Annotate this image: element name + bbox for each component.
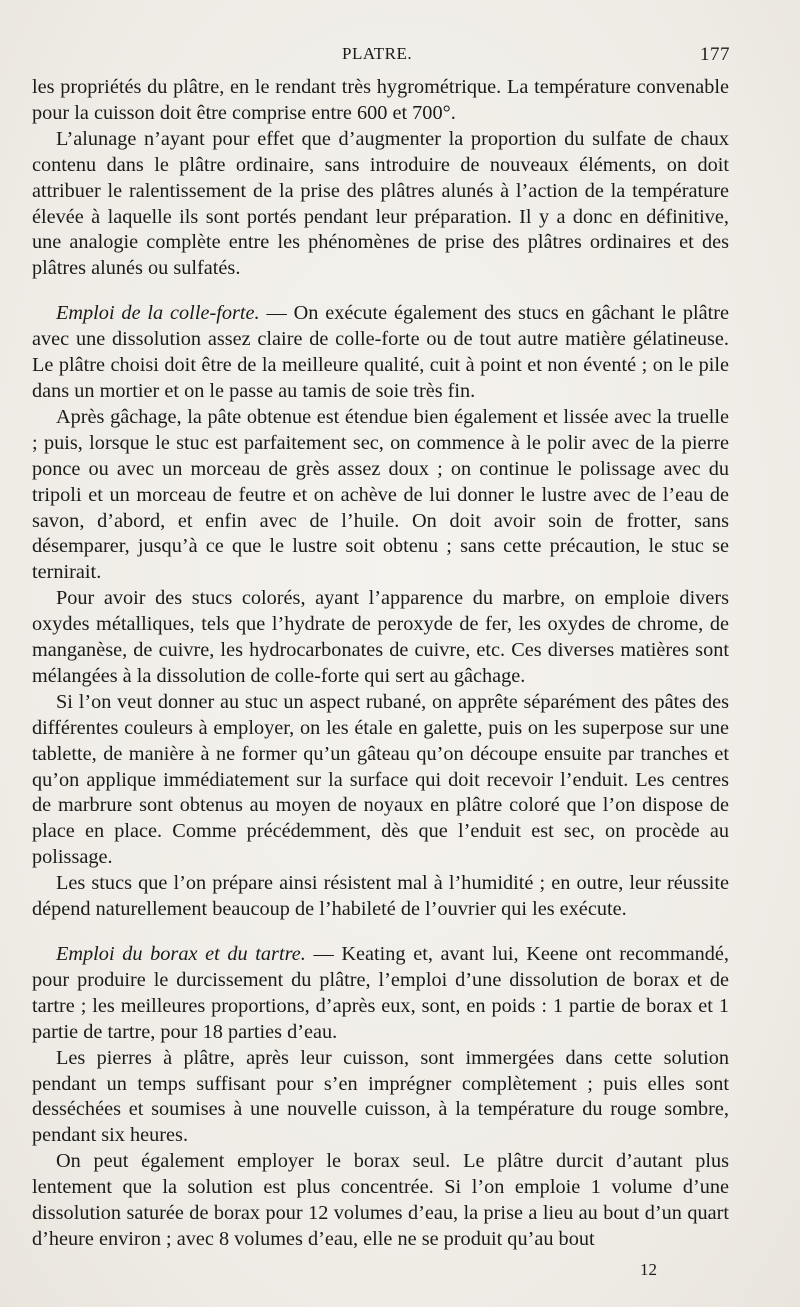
paragraph-continued: les propriétés du plâtre, en le rendant très hygrométrique. La température convenable pour la cuisson doit être comprise entre 600 et 700°. (32, 76, 729, 124)
section-heading-borax-tartre: Emploi du borax et du tartre. (56, 943, 306, 965)
section-heading-colle-forte: Emploi de la colle-forte. (56, 302, 260, 325)
paragraph-gachage: Après gâchage, la pâte obtenue est étendue bien également et lissée avec la truelle ; puis, lorsque le stuc est parfaitement sec, on commence à le polir avec de la pierre ponce ou avec un morceau de grès assez doux ; on continue le polissage avec du tripoli et un morceau de feutre et on achève de lui donner le lustre avec de l’eau de savon, d’abord, et enfin avec de l’huile. On doit avoir soin de frotter, sans désemparer, jusqu’à ce que le lustre soit obtenu ; sans cette précaution, le stuc se ternirait. (32, 405, 729, 584)
paragraph-humidite: Les stucs que l’on prépare ainsi résistent mal à l’humidité ; en outre, leur réussite dépend naturellement beaucoup de l’habileté de l’ouvrier qui les exécute. (32, 872, 729, 921)
paragraph-borax-seul: On peut également employer le borax seul. Le plâtre durcit d’autant plus lentement que la solution est plus concentrée. Si l’on emploie 1 volume d’une dissolution saturée de borax pour 12 volumes d’eau, la prise a lieu au bout d’un quart d’heure environ ; avec 8 volumes d’eau, elle ne se produit qu’au bout (32, 1150, 729, 1250)
body-text (32, 75, 729, 1253)
running-title: PLATRE. (342, 44, 413, 63)
signature-mark: 12 (640, 1260, 657, 1279)
paragraph-colle-forte: Emploi de la colle-forte. — On exécute également des stucs en gâchant le plâtre avec une dissolution assez claire de colle-forte ou de tout autre matière gélatineuse. Le plâtre choisi doit être de la meilleure qualité, cuit à point et non éventé ; on le pile dans un mortier et on le passe au tamis de soie très fin. (32, 302, 729, 402)
paragraph-borax-tartre: Emploi du borax et du tartre. — Keating et, avant lui, Keene ont recommandé, pour produire le durcissement du plâtre, l’emploi d’une dissolution de borax et de tartre ; les meilleures proportions, d’après eux, sont, en poids : 1 partie de borax et 1 partie de tartre, pour 18 parties d’eau. (32, 943, 730, 1043)
paragraph-pierres-a-platre: Les pierres à plâtre, après leur cuisson, sont immergées dans cette solution pendant un temps suffisant pour s’en imprégner complètement ; puis elles sont desséchées et soumises à une nouvelle cuisson, à la température du rouge sombre, pendant six heures. (32, 1046, 729, 1147)
page-header (30, 44, 730, 74)
page-number: 177 (700, 44, 730, 65)
paragraph-stucs-colores: Pour avoir des stucs colorés, ayant l’apparence du marbre, on emploie divers oxydes métalliques, tels que l’hydrate de peroxyde de fer, les oxydes de chrome, de manganèse, de cuivre, les hydrocarbonates de cuivre, etc. Ces diverses matières sont mélangées à la dissolution de colle-forte qui sert au gâchage. (32, 587, 729, 687)
paragraph-alunage: L’alunage n’ayant pour effet que d’augmenter la proportion du sulfate de chaux contenu dans le plâtre ordinaire, sans introduire de nouveaux éléments, on doit attribuer le ralentissement de la prise des plâtres alunés à l’action de la température élevée à laquelle ils sont portés pendant leur préparation. Il y a donc en définitive, une analogie complète entre les phénomènes de prise des plâtres ordinaires et des plâtres alunés ou sulfatés. (32, 127, 729, 280)
paragraph-aspect-rubane: Si l’on veut donner au stuc un aspect rubané, on apprête séparément des pâtes des différentes couleurs à employer, on les étale en galette, puis on les superpose sur une tablette, de manière à ne former qu’un gâteau qu’on découpe ensuite par tranches et qu’on applique immédiatement sur la surface qui doit recevoir l’enduit. Les centres de marbrure sont obtenus au moyen de noyaux en plâtre coloré que l’on dispose de place en place. Comme précédemment, dès que l’enduit est sec, on procède au polissage. (32, 690, 729, 869)
